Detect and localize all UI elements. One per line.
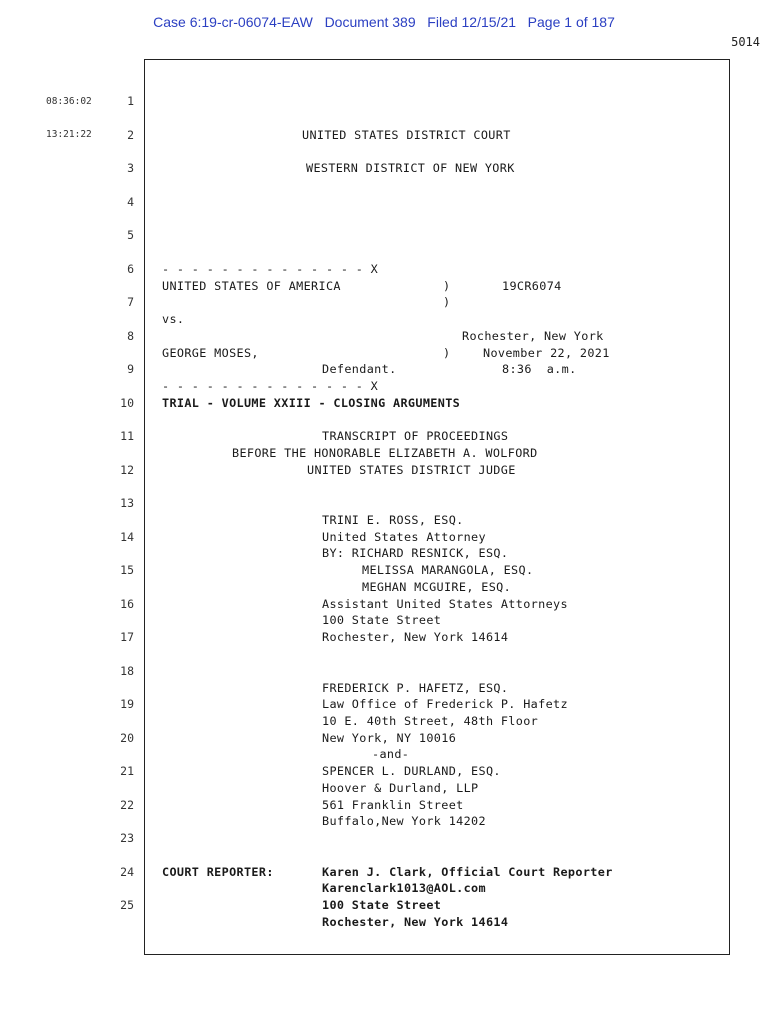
- line-number: 15: [120, 563, 134, 577]
- caption-paren: ): [443, 295, 451, 309]
- defense-city-2: Buffalo,New York 14202: [322, 814, 486, 828]
- line-number: 22: [120, 798, 134, 812]
- defense-attorney-2: SPENCER L. DURLAND, ESQ.: [322, 764, 501, 778]
- presiding-judge: BEFORE THE HONORABLE ELIZABETH A. WOLFORD: [232, 446, 538, 460]
- court-name: UNITED STATES DISTRICT COURT: [302, 128, 511, 142]
- gov-attorney-2: MELISSA MARANGOLA, ESQ.: [362, 563, 534, 577]
- reporter-name: Karen J. Clark, Official Court Reporter: [322, 865, 613, 879]
- reporter-label: COURT REPORTER:: [162, 865, 274, 879]
- hearing-date: November 22, 2021: [483, 346, 610, 360]
- line-number: 17: [120, 630, 134, 644]
- defense-street-2: 561 Franklin Street: [322, 798, 464, 812]
- line-number: 12: [120, 463, 134, 477]
- line-number: 7: [127, 295, 134, 309]
- line-number: 21: [120, 764, 134, 778]
- defense-city-1: New York, NY 10016: [322, 731, 457, 745]
- gov-attorney-title: United States Attorney: [322, 530, 486, 544]
- judge-title: UNITED STATES DISTRICT JUDGE: [307, 463, 516, 477]
- timestamp: 13:21:22: [46, 129, 92, 140]
- defense-street-1: 10 E. 40th Street, 48th Floor: [322, 714, 539, 728]
- reporter-email: Karenclark1013@AOL.com: [322, 881, 486, 895]
- line-number: 16: [120, 597, 134, 611]
- line-number: 13: [120, 496, 134, 510]
- case-header: Case 6:19-cr-06074-EAW Document 389 Filed 12/15/21 Page 1 of 187: [153, 14, 615, 30]
- location: Rochester, New York: [462, 329, 604, 343]
- line-number: 1: [127, 94, 134, 108]
- gov-city: Rochester, New York 14614: [322, 630, 509, 644]
- line-number: 23: [120, 831, 134, 845]
- line-number: 6: [127, 262, 134, 276]
- gov-role: Assistant United States Attorneys: [322, 597, 568, 611]
- defendant-name: GEORGE MOSES,: [162, 346, 259, 360]
- line-number: 20: [120, 731, 134, 745]
- line-number: 25: [120, 898, 134, 912]
- line-number: 14: [120, 530, 134, 544]
- line-number: 24: [120, 865, 134, 879]
- defense-attorney-1: FREDERICK P. HAFETZ, ESQ.: [322, 681, 509, 695]
- plaintiff: UNITED STATES OF AMERICA: [162, 279, 341, 293]
- defendant-label: Defendant.: [322, 362, 397, 376]
- page-number: 5014: [731, 35, 760, 49]
- line-number: 5: [127, 228, 134, 242]
- gov-attorney-by: BY: RICHARD RESNICK, ESQ.: [322, 546, 509, 560]
- and-separator: -and-: [372, 747, 410, 761]
- caption-separator-top: - - - - - - - - - - - - - - X: [162, 262, 379, 276]
- line-number: 3: [127, 161, 134, 175]
- case-number: 19CR6074: [502, 279, 562, 293]
- caption-separator-bottom: - - - - - - - - - - - - - - X: [162, 379, 379, 393]
- versus: vs.: [162, 312, 185, 326]
- reporter-street: 100 State Street: [322, 898, 442, 912]
- line-number: 19: [120, 697, 134, 711]
- gov-attorney-3: MEGHAN MCGUIRE, ESQ.: [362, 580, 512, 594]
- caption-paren: ): [443, 346, 451, 360]
- line-number: 11: [120, 429, 134, 443]
- line-number: 9: [127, 362, 134, 376]
- reporter-city: Rochester, New York 14614: [322, 915, 509, 929]
- gov-street: 100 State Street: [322, 613, 442, 627]
- line-number: 4: [127, 195, 134, 209]
- gov-attorney-name: TRINI E. ROSS, ESQ.: [322, 513, 464, 527]
- defense-firm-1: Law Office of Frederick P. Hafetz: [322, 697, 568, 711]
- line-number: 10: [120, 396, 134, 410]
- district-name: WESTERN DISTRICT OF NEW YORK: [306, 161, 515, 175]
- defense-firm-2: Hoover & Durland, LLP: [322, 781, 479, 795]
- line-number: 8: [127, 329, 134, 343]
- trial-title: TRIAL - VOLUME XXIII - CLOSING ARGUMENTS: [162, 396, 461, 410]
- line-number: 2: [127, 128, 134, 142]
- caption-paren: ): [443, 279, 451, 293]
- timestamp: 08:36:02: [46, 96, 92, 107]
- hearing-time: 8:36 a.m.: [502, 362, 577, 376]
- line-number: 18: [120, 664, 134, 678]
- proceedings-title: TRANSCRIPT OF PROCEEDINGS: [322, 429, 509, 443]
